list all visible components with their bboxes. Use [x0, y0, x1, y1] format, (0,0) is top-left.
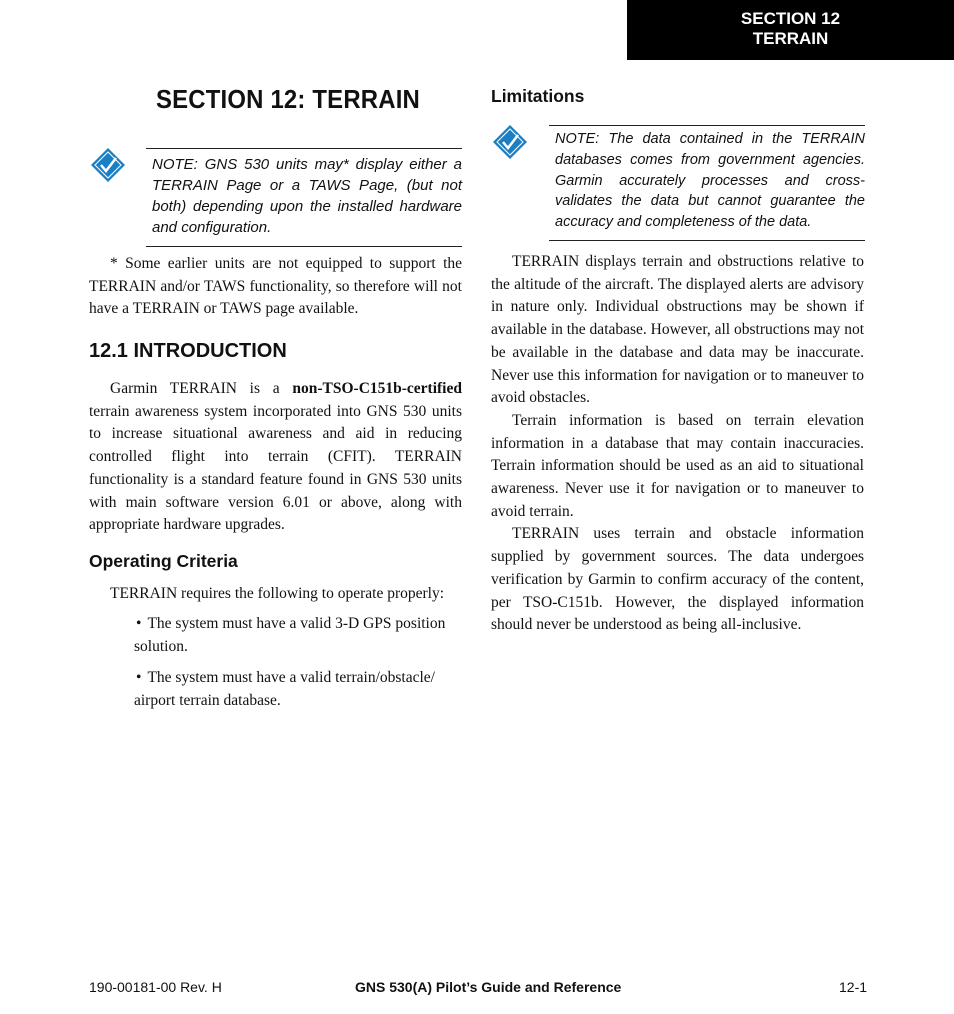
intro-text-start: Garmin TERRAIN is a [110, 380, 293, 397]
footer-doc-title: GNS 530(A) Pilot’s Guide and Reference [355, 979, 622, 995]
heading-limitations: Limitations [491, 86, 585, 106]
intro-text-end: terrain awareness system incorporated into GNS 530 units to increase situational awareness and aid in reducing controlled flight into terrain (CFIT). TERRAIN functionality is a standard feature found in GNS 530 units with main software version 6.01 or above, along with appropriate hardware upgrades. [89, 402, 462, 534]
bullet-item-database [134, 667, 459, 712]
footer-doc-number: 190-00181-00 Rev. H [89, 979, 222, 995]
limitations-body [491, 251, 864, 637]
limitations-paragraph-3: TERRAIN uses terrain and obstacle information supplied by government sources. The data undergoes verification by Garmin to confirm accuracy of the content, per TSO-C151b. However, the displayed information should never be understood as being all-inclusive. [491, 525, 864, 634]
bullet-text: The system must have a valid terrain/obstacle/ airport terrain database. [134, 669, 435, 709]
note-data-source: NOTE: The data contained in the TERRAIN databases comes from government agencies. Garmin accurately processes and cross-validates the data but cannot guarantee the accuracy and completeness of the data. [549, 125, 865, 241]
intro-text-bold: non-TSO-C151b-certified [292, 380, 462, 397]
section-tab [627, 0, 954, 60]
note-check-icon [91, 148, 125, 182]
operating-lead: TERRAIN requires the following to operate properly: [110, 585, 445, 602]
bullet-dot-icon: • [136, 615, 142, 632]
bullet-item-gps [134, 613, 464, 658]
intro-paragraph [89, 378, 462, 537]
page-title: SECTION 12: TERRAIN [156, 84, 420, 114]
note-installed-hardware: NOTE: GNS 530 units may* display either a TERRAIN Page or a TAWS Page, (but not both) depending upon the installed hardware and configuration. [146, 148, 462, 247]
section-tab-line1: SECTION 12 [740, 9, 841, 28]
heading-introduction: 12.1 INTRODUCTION [89, 340, 287, 362]
footnote-earlier-units: * Some earlier units are not equipped to support the TERRAIN and/or TAWS functionality, so therefore will not have a TERRAIN or TAWS page available. [89, 255, 462, 318]
bullet-text: The system must have a valid 3-D GPS position solution. [134, 615, 446, 655]
section-tab-line2: TERRAIN [752, 29, 829, 48]
note-check-icon [493, 125, 527, 159]
bullet-dot-icon: • [136, 669, 142, 686]
heading-operating-criteria: Operating Criteria [89, 551, 238, 571]
limitations-paragraph-1: TERRAIN displays terrain and obstructions relative to the altitude of the aircraft. The displayed alerts are advisory in nature only. Individual obstructions may be shown if available in the database. However, all obstructions may not be available in the database and data may be inaccurate. Never use this information for navigation or to maneuver to avoid obstacles. [491, 253, 864, 407]
limitations-paragraph-2: Terrain information is based on terrain elevation information in a database that may contain inaccuracies. Terrain information should be used as an aid to situational awareness. Never use it for navigation or to maneuver to avoid terrain. [491, 411, 864, 520]
footer-page-number: 12-1 [839, 979, 868, 995]
